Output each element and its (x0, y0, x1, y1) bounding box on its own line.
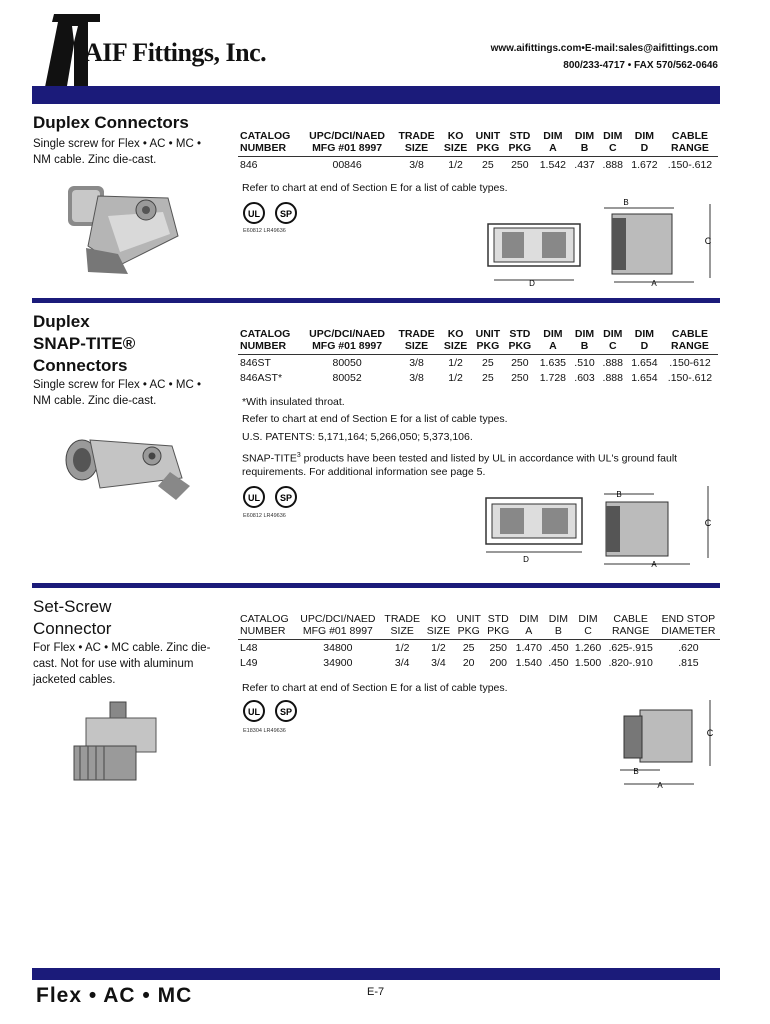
ul-csa-certification-icon (242, 484, 302, 510)
setscrew-dimension-diagram (600, 696, 724, 792)
column-header-line: PKG (508, 340, 532, 352)
dim-c-label: C (704, 236, 712, 246)
column-header-line: PKG (487, 625, 510, 637)
table-cell: .888 (602, 372, 623, 384)
column-header (393, 328, 439, 355)
column-header-line: DIM (519, 613, 539, 625)
column-header-line: RANGE (671, 142, 709, 154)
column-header-line: KO (430, 613, 447, 625)
snap-tite-connector-photo (60, 416, 200, 506)
column-header-line: C (608, 340, 617, 352)
column-header (512, 613, 545, 640)
dim-c-label: C (704, 518, 712, 528)
dim-b-label: B (633, 767, 639, 776)
table-cell: 1/2 (448, 372, 463, 384)
spec-table-snap (238, 328, 718, 385)
table-cell: .815 (678, 657, 699, 669)
table-cell: .888 (602, 357, 623, 369)
table-cell: 200 (489, 657, 508, 669)
csa-mark: SP (279, 209, 293, 219)
table-cell: .510 (574, 357, 595, 369)
column-header-line: TRADE (398, 130, 435, 142)
dim-d-label: D (529, 279, 535, 288)
column-header-line: SIZE (443, 340, 468, 352)
column-header-line: C (608, 142, 617, 154)
column-header-line: STD (509, 328, 531, 340)
table-cell: .150-.612 (667, 372, 713, 384)
column-header-line: A (549, 142, 557, 154)
column-header-line: PKG (476, 340, 500, 352)
column-header-line: TRADE (384, 613, 420, 625)
section-title-setscrew-1: Set-Screw (33, 597, 112, 616)
table-cell: 250 (511, 159, 529, 171)
column-header-line: RANGE (611, 625, 650, 637)
column-header-line: TRADE (398, 328, 435, 340)
table-cell: 1.654 (631, 357, 658, 369)
column-header-line: C (584, 625, 592, 637)
column-header (662, 130, 718, 157)
column-header-line: CATALOG (240, 613, 289, 625)
column-header (627, 328, 662, 355)
set-screw-connector-photo (66, 692, 166, 792)
column-header-line: A (525, 625, 533, 637)
snap-tite-brand: SNAP-TITE (242, 452, 297, 465)
dim-a-label: A (651, 560, 657, 569)
column-header (504, 328, 535, 355)
column-header (381, 613, 424, 640)
table-cell: 250 (511, 357, 529, 369)
table-cell: 846AST* (240, 372, 283, 384)
column-header-line: CABLE (671, 130, 709, 142)
column-header-line: B (554, 625, 562, 637)
column-header-line: SIZE (390, 625, 414, 637)
column-header-line: MFG #01 8997 (312, 142, 383, 154)
column-header-line: NUMBER (240, 142, 287, 154)
section-desc-setscrew: For Flex • AC • MC cable. Zinc die-cast. Not for use with aluminum jacketed cables. (33, 642, 211, 686)
ul-csa-certification-icon (242, 200, 302, 226)
table-cell: 25 (482, 372, 494, 384)
table-cell: 3/4 (431, 657, 446, 669)
table-cell: 1/2 (431, 642, 446, 654)
column-header-line: MFG #01 8997 (302, 625, 373, 637)
column-header-line: CABLE (613, 613, 648, 625)
ul-mark: UL (248, 209, 260, 219)
column-header-line: STD (509, 130, 531, 142)
dim-d-label: D (523, 555, 529, 564)
column-header-line: DIM (578, 613, 598, 625)
column-header (424, 613, 454, 640)
column-header-line: B (580, 340, 589, 352)
ul-mark: UL (248, 493, 260, 503)
note-snap-3 (242, 449, 712, 479)
table-cell: 3/8 (409, 159, 424, 171)
column-header-line: CABLE (671, 328, 709, 340)
table-row (238, 355, 718, 371)
note-snap-1: Refer to chart at end of Section E for a list of cable types. (242, 413, 508, 425)
column-header-line: UNIT (475, 328, 501, 340)
column-header (471, 328, 504, 355)
column-header (570, 328, 598, 355)
csa-mark: SP (279, 493, 293, 503)
note-duplex: Refer to chart at end of Section E for a list of cable types. (242, 182, 508, 194)
column-header-line: PKG (508, 142, 532, 154)
section-title-snap-1: Duplex (33, 312, 90, 331)
column-header-line: STD (487, 613, 509, 625)
table-row (238, 370, 718, 385)
table-cell: 846 (240, 159, 258, 171)
column-header-line: UNIT (456, 613, 481, 625)
column-header-line: NUMBER (240, 340, 287, 352)
column-header (301, 130, 393, 157)
dim-b-label: B (623, 198, 629, 207)
dim-c-label: C (706, 728, 714, 738)
table-cell: 250 (511, 372, 529, 384)
column-header-line: KO (447, 130, 464, 142)
table-cell: .437 (574, 159, 595, 171)
spec-table-setscrew (238, 613, 720, 670)
column-header-line: DIM (634, 328, 655, 340)
column-header (295, 613, 381, 640)
table-row (238, 157, 718, 173)
footer-bar (32, 968, 720, 980)
column-header-line: SIZE (404, 340, 429, 352)
table-cell: .450 (548, 657, 569, 669)
contact-web-email: www.aifittings.com•E-mail:sales@aifittings.com (490, 43, 718, 54)
column-header-line: B (580, 142, 589, 154)
section-desc-snap: Single screw for Flex • AC • MC • NM cable. Zinc die-cast. (33, 379, 202, 407)
table-cell: 250 (489, 642, 508, 654)
table-cell: .888 (602, 159, 623, 171)
section-divider (32, 583, 720, 588)
table-cell: 1.672 (631, 159, 658, 171)
column-header-line: SIZE (426, 625, 451, 637)
column-header-line: UNIT (475, 130, 501, 142)
dim-a-label: A (651, 279, 657, 288)
dim-a-label: A (657, 781, 663, 790)
table-cell: 1/2 (394, 642, 410, 654)
column-header (238, 130, 301, 157)
table-cell: 3/8 (409, 372, 424, 384)
column-header (484, 613, 512, 640)
column-header-line: UPC/DCI/NAED (309, 328, 385, 340)
column-header (627, 130, 662, 157)
footnote-snap: *With insulated throat. (242, 396, 345, 408)
table-cell: 3/8 (409, 357, 424, 369)
column-header-line: DIM (574, 130, 595, 142)
column-header (440, 130, 472, 157)
column-header-line: KO (447, 328, 464, 340)
column-header-line: NUMBER (240, 625, 286, 637)
footer-title: Flex • AC • MC (36, 984, 193, 1007)
table-cell: .150-.612 (667, 159, 713, 171)
table-cell: 1/2 (448, 357, 463, 369)
column-header (545, 613, 571, 640)
column-header (504, 130, 535, 157)
table-cell: .150-612 (669, 357, 711, 369)
column-header (662, 328, 718, 355)
table-cell: 25 (462, 642, 475, 654)
duplex-dimension-diagram (474, 194, 724, 290)
duplex-connector-photo (58, 176, 198, 276)
column-header-line: A (549, 340, 557, 352)
spec-table-duplex (238, 130, 718, 172)
table-cell: .820-.910 (608, 657, 653, 669)
table-cell: 1.728 (539, 372, 566, 384)
section-title-duplex: Duplex Connectors (33, 113, 189, 132)
column-header-line: D (640, 142, 649, 154)
column-header (238, 328, 301, 355)
table-cell: 34900 (323, 657, 353, 669)
note-snap-2: U.S. PATENTS: 5,171,164; 5,266,050; 5,373,106. (242, 431, 473, 443)
section-divider (32, 298, 720, 303)
column-header-line: SIZE (404, 142, 429, 154)
contact-phone-fax: 800/233-4717 • FAX 570/562-0646 (563, 60, 718, 71)
column-header-line: DIM (543, 130, 563, 142)
table-cell: 34800 (323, 642, 353, 654)
table-cell: 1.542 (539, 159, 566, 171)
column-header (599, 328, 627, 355)
cert-code-snap: E60812 LR49636 (243, 513, 286, 519)
table-cell: 25 (482, 159, 494, 171)
table-cell: 1.260 (574, 642, 602, 654)
section-title-setscrew-2: Connector (33, 619, 112, 638)
column-header (572, 613, 605, 640)
table-row (238, 640, 720, 656)
column-header-line: DIM (548, 613, 569, 625)
table-cell: L49 (240, 657, 258, 669)
column-header-line: CATALOG (240, 130, 291, 142)
company-name: AIF Fittings, Inc. (84, 38, 267, 67)
note-superscript: 3 (296, 452, 301, 459)
column-header (393, 130, 439, 157)
ul-csa-certification-icon (242, 698, 302, 724)
column-header (535, 328, 570, 355)
column-header-line: DIM (634, 130, 655, 142)
table-cell: 3/4 (394, 657, 410, 669)
column-header-line: DIM (603, 130, 623, 142)
page-number: E-7 (367, 986, 385, 998)
column-header (604, 613, 656, 640)
table-cell: 1.500 (574, 657, 602, 669)
section-desc-duplex: Single screw for Flex • AC • MC • NM cable. Zinc die-cast. (33, 138, 202, 166)
column-header-line: CATALOG (240, 328, 291, 340)
column-header-line: DIM (574, 328, 595, 340)
column-header-line: UPC/DCI/NAED (300, 613, 376, 625)
table-cell: .603 (574, 372, 595, 384)
column-header-line: PKG (457, 625, 480, 637)
column-header (453, 613, 484, 640)
column-header-line: UPC/DCI/NAED (309, 130, 385, 142)
column-header-line: PKG (476, 142, 500, 154)
column-header (570, 130, 598, 157)
column-header (471, 130, 504, 157)
table-cell: .625-.915 (608, 642, 653, 654)
table-cell: .450 (548, 642, 569, 654)
table-cell: L48 (240, 642, 258, 654)
column-header (238, 613, 295, 640)
column-header-line: D (640, 340, 649, 352)
table-cell: 00846 (332, 159, 362, 171)
table-cell: 1.470 (515, 642, 542, 654)
header-bar (32, 86, 720, 104)
column-header-line: DIM (543, 328, 563, 340)
cert-code-duplex: E60812 LR49636 (243, 228, 286, 234)
table-cell: 80052 (332, 372, 362, 384)
column-header-line: RANGE (671, 340, 709, 352)
column-header-line: MFG #01 8997 (312, 340, 383, 352)
table-cell: 80050 (332, 357, 362, 369)
csa-mark: SP (279, 707, 293, 717)
table-row (238, 655, 720, 670)
table-cell: 1.540 (515, 657, 542, 669)
section-title-snap-3: Connectors (33, 356, 128, 375)
table-cell: 25 (482, 357, 494, 369)
ul-mark: UL (248, 707, 260, 717)
column-header (301, 328, 393, 355)
column-header-line: DIM (603, 328, 623, 340)
column-header (440, 328, 472, 355)
table-cell: 1/2 (448, 159, 463, 171)
column-header (599, 130, 627, 157)
table-cell: .620 (678, 642, 699, 654)
snap-dimension-diagram (478, 478, 724, 574)
column-header (657, 613, 720, 640)
column-header (535, 130, 570, 157)
cert-code-setscrew: E18304 LR49636 (243, 728, 286, 734)
section-title-snap-2: SNAP-TITE® (33, 334, 136, 353)
note-snap-3-text: products have been tested and listed by UL in accordance with UL's ground fault requirements. For additional information see page 5. (242, 452, 678, 478)
table-cell: 1.635 (539, 357, 566, 369)
column-header-line: SIZE (443, 142, 468, 154)
table-cell: 20 (462, 657, 475, 669)
dim-b-label: B (616, 490, 622, 499)
note-setscrew: Refer to chart at end of Section E for a list of cable types. (242, 682, 508, 694)
table-cell: 1.654 (631, 372, 658, 384)
column-header-line: END STOP (661, 613, 716, 625)
column-header-line: DIAMETER (661, 625, 716, 637)
table-cell: 846ST (240, 357, 271, 369)
